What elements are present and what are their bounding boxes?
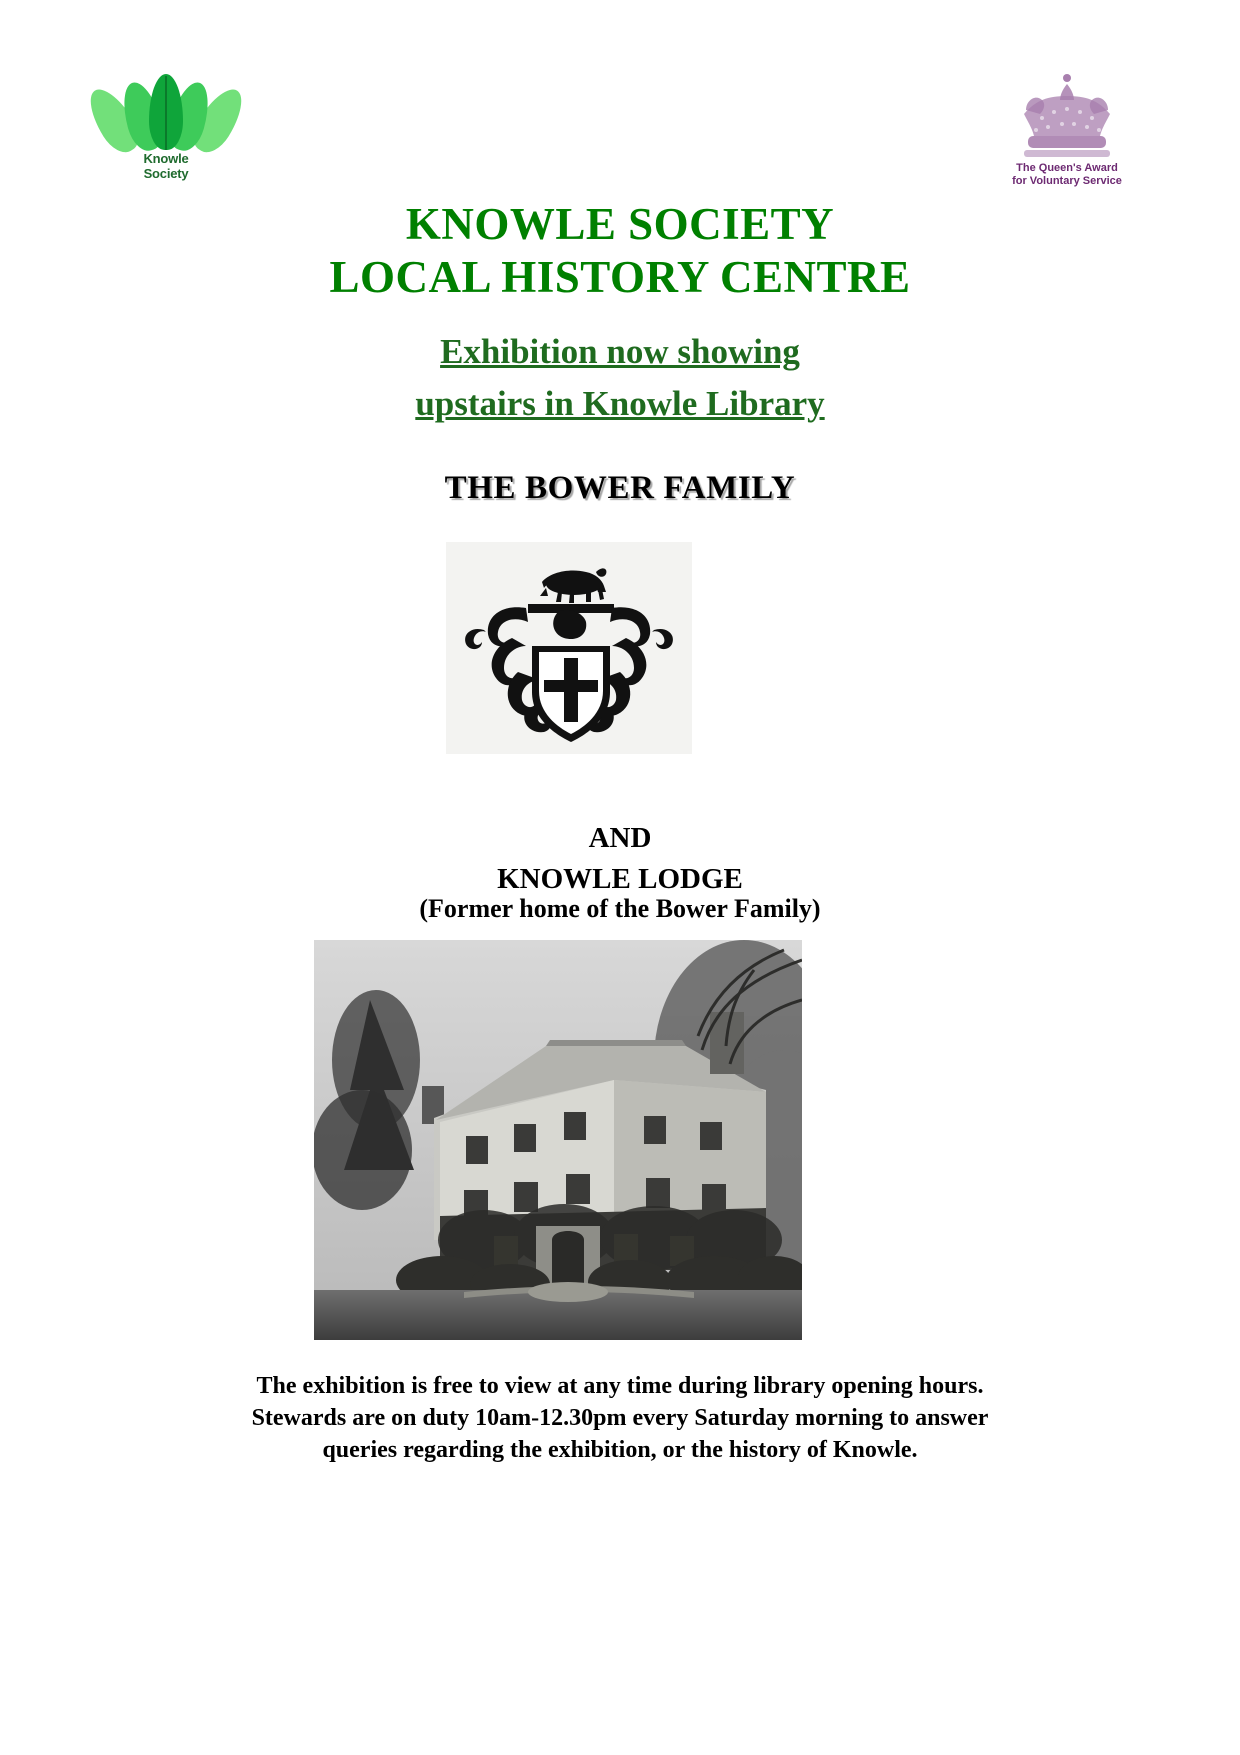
queens-award-logo bbox=[1002, 70, 1132, 188]
crown-icon bbox=[1002, 70, 1132, 162]
page-subtitle-line2: upstairs in Knowle Library bbox=[415, 384, 825, 423]
leaf-icon bbox=[111, 72, 221, 150]
footer-line3: queries regarding the exhibition, or the history of Knowle. bbox=[322, 1437, 918, 1463]
and-word: AND bbox=[588, 822, 652, 854]
page-subtitle-line1: Exhibition now showing bbox=[440, 332, 800, 371]
lodge-note: (Former home of the Bower Family) bbox=[419, 894, 821, 923]
bower-family-crest-image bbox=[446, 542, 692, 754]
knowle-society-logo-line2: Society bbox=[143, 166, 189, 181]
footer-text bbox=[120, 1370, 1120, 1466]
page-title-line2: LOCAL HISTORY CENTRE bbox=[329, 252, 911, 302]
queens-award-line1: The Queen's Award bbox=[1016, 162, 1118, 174]
knowle-lodge-photo bbox=[314, 940, 802, 1340]
knowle-society-logo-line1: Knowle bbox=[143, 151, 189, 166]
family-heading: THE BOWER FAMILY bbox=[444, 470, 796, 506]
footer-line2: Stewards are on duty 10am-12.30pm every Saturday morning to answer bbox=[251, 1405, 989, 1431]
lodge-name: KNOWLE LODGE bbox=[497, 863, 743, 895]
footer-line1: The exhibition is free to view at any time during library opening hours. bbox=[256, 1373, 984, 1399]
and-section bbox=[0, 818, 1240, 900]
page-title-line1: KNOWLE SOCIETY bbox=[405, 199, 835, 249]
page-subtitle bbox=[0, 326, 1240, 430]
knowle-society-logo bbox=[106, 72, 226, 192]
page-title bbox=[0, 198, 1240, 304]
queens-award-line2: for Voluntary Service bbox=[1012, 175, 1122, 187]
